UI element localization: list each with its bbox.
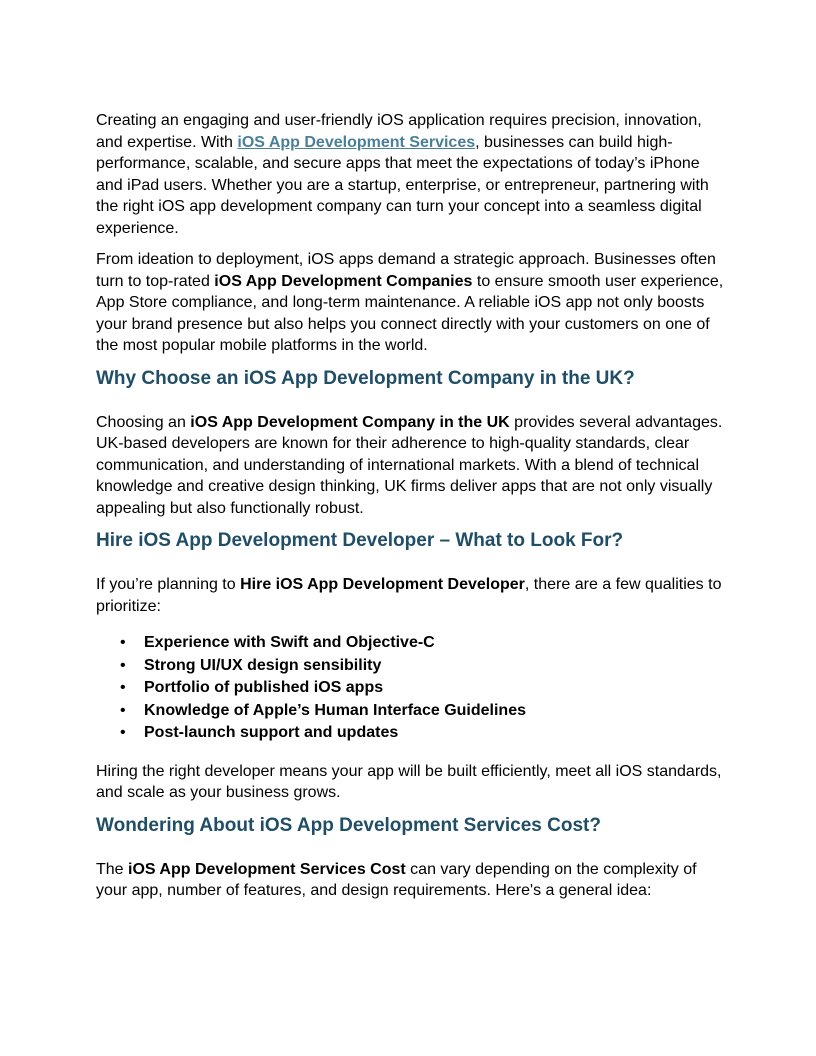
why-bold: iOS App Development Company in the UK bbox=[190, 413, 510, 431]
why-uk-heading: Why Choose an iOS App Development Company in the UK? bbox=[96, 367, 635, 389]
why-uk-paragraph bbox=[96, 412, 724, 520]
intro-p2-text-end: to ensure smooth user experience, App Store compliance, and long-term maintenance. A reliable iOS app not only boosts your brand presence but also helps you connect directly with your customers on one of the most popular mobile platforms in the world. bbox=[96, 272, 724, 354]
cost-bold: iOS App Development Services Cost bbox=[128, 860, 406, 878]
intro-p2-text-start: From ideation to deployment, iOS apps demand a strategic approach. Businesses often turn to top-rated bbox=[96, 251, 716, 290]
list-item-text: Portfolio of published iOS apps bbox=[144, 679, 384, 696]
intro-paragraph-2 bbox=[96, 249, 724, 357]
intro-p2-bold: iOS App Development Companies bbox=[214, 272, 473, 290]
hire-intro-paragraph bbox=[96, 574, 724, 617]
intro-p1-text-end: , businesses can build high-performance, scalable, and secure apps that meet the expectations of today’s iPhone and iPad users. Whether you are a startup, enterprise, or entrepreneur, partnering with the right iOS app development company can turn your concept into a seamless digital experience. bbox=[96, 133, 709, 237]
hire-bold: Hire iOS App Development Developer bbox=[240, 576, 525, 593]
list-item bbox=[120, 722, 724, 745]
hire-text-end: , there are a few qualities to prioritize: bbox=[96, 576, 722, 615]
intro-paragraph-1 bbox=[96, 110, 724, 239]
hire-developer-heading: Hire iOS App Development Developer – What to Look For? bbox=[96, 530, 624, 551]
list-item bbox=[120, 677, 724, 700]
cost-text-start: The bbox=[96, 860, 129, 878]
bullet-icon: • bbox=[120, 724, 126, 741]
list-item bbox=[120, 655, 724, 678]
intro-p1-text-start: Creating an engaging and user-friendly iOS application requires precision, innovation, and expertise. With bbox=[96, 112, 702, 151]
list-item-text: Strong UI/UX design sensibility bbox=[144, 656, 382, 674]
hire-text-start: If you’re planning to bbox=[96, 576, 241, 593]
list-item-text: Experience with Swift and Objective-C bbox=[144, 634, 435, 651]
list-item-text: Post-launch support and updates bbox=[144, 724, 399, 741]
ios-app-development-services-link[interactable]: iOS App Development Services bbox=[237, 133, 476, 151]
bullet-icon: • bbox=[120, 634, 126, 651]
list-item-text: Knowledge of Apple’s Human Interface Guidelines bbox=[144, 701, 526, 719]
hire-closing-paragraph: Hiring the right developer means your app will be built efficiently, meet all iOS standards, and scale as your business grows. bbox=[96, 762, 722, 801]
why-text-end: provides several advantages. UK-based developers are known for their adherence to high-quality standards, clear communication, and understanding of international markets. With a blend of technical knowledge and creative design thinking, UK firms deliver apps that are not only visually appealing but also functionally robust. bbox=[96, 413, 723, 517]
bullet-icon: • bbox=[120, 679, 126, 696]
cost-paragraph bbox=[96, 859, 724, 902]
bullet-icon: • bbox=[120, 656, 126, 674]
cost-text-end: can vary depending on the complexity of your app, number of features, and design requirements. Here's a general idea: bbox=[96, 860, 697, 899]
qualities-list bbox=[96, 632, 724, 745]
document-body bbox=[96, 110, 724, 912]
why-text-start: Choosing an bbox=[96, 413, 191, 431]
list-item bbox=[120, 700, 724, 723]
bullet-icon: • bbox=[120, 701, 126, 719]
list-item bbox=[120, 632, 724, 655]
cost-heading: Wondering About iOS App Development Services Cost? bbox=[96, 814, 601, 836]
